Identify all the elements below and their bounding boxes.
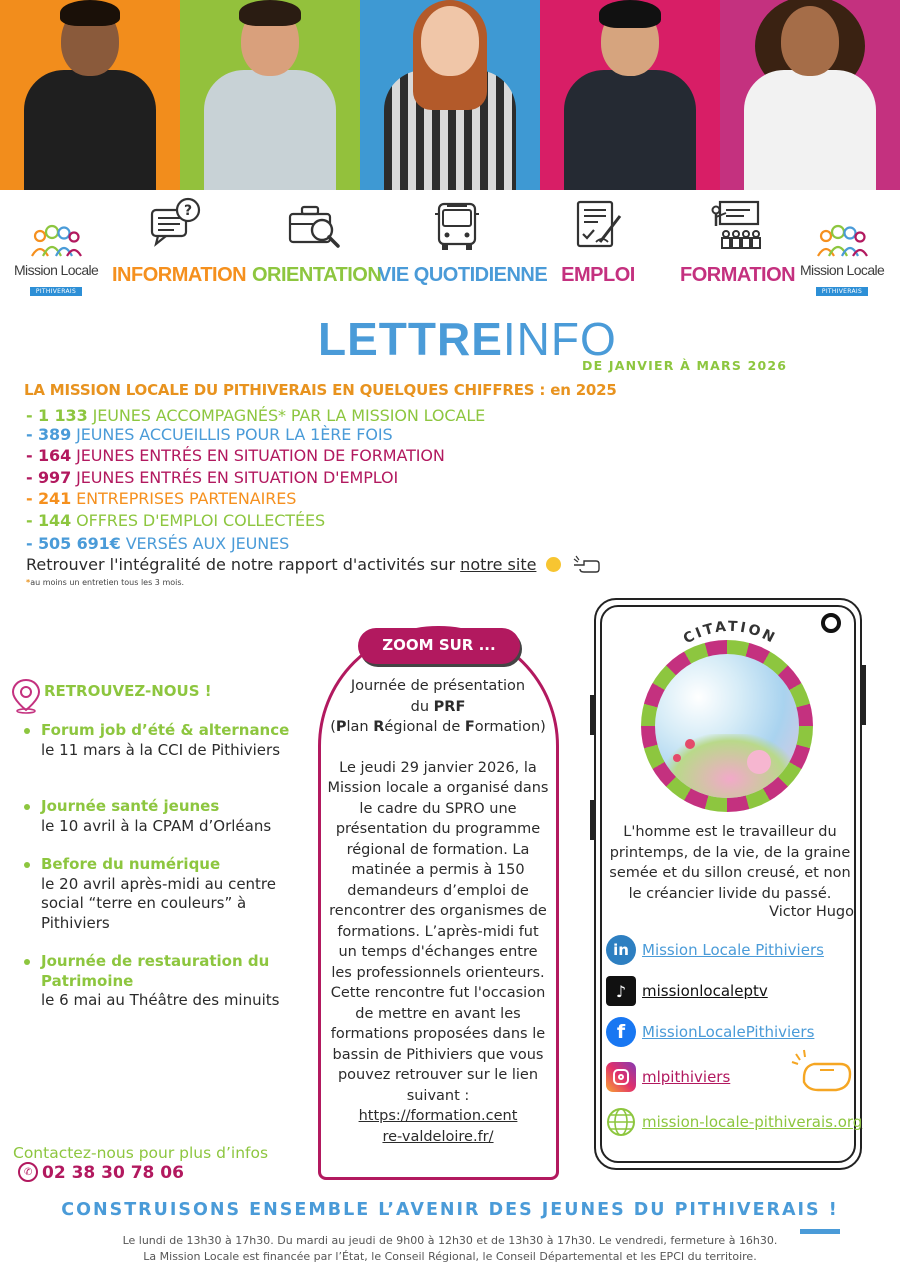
phone-value: 02 38 30 78 06: [42, 1163, 184, 1183]
instagram-icon: [606, 1062, 636, 1092]
event-desc: le 11 mars à la CCI de Pithiviers: [41, 740, 281, 759]
phone-icon: ✆: [18, 1162, 38, 1182]
mission-locale-logo-right: [800, 224, 884, 297]
key-figure-line: [26, 511, 325, 530]
person-photo: [15, 0, 165, 190]
zoom-intro-3: [326, 717, 550, 738]
word-regional: égional de: [384, 719, 465, 735]
banner-panel-pink: [540, 0, 720, 190]
key-figure-line: [26, 489, 296, 508]
person-photo: [735, 0, 885, 190]
zoom-intro-2-pre: du: [410, 698, 434, 715]
social-linkedin[interactable]: [606, 934, 824, 966]
category-label: INFORMATION: [112, 264, 247, 286]
logo-subtitle: PITHIVERAIS: [30, 287, 82, 296]
zoom-body: Le jeudi 29 janvier 2026, la Mission locale a organisé dans le cadre du SPRO une présentation du programme régional de formation. La matinée a permis à 150 demandeurs d’emploi de rencontrer des organismes de formations. L’après-midi fut un temps d'échanges entre les professionnels orienteurs. Cette rencontre fut l'occasion de mettre en avant les formations proposées dans le bassin de Pithiviers que vous pouvez retrouver sur le lien suivant :: [327, 759, 549, 1104]
title-bold: LETTRE: [318, 313, 503, 365]
social-label: MissionLocalePithiviers: [642, 1023, 815, 1041]
citation-author: Victor Hugo: [769, 904, 854, 920]
svg-text:?: ?: [183, 203, 193, 219]
social-label: missionlocaleptv: [642, 982, 768, 1000]
key-figure-text: JEUNES ACCOMPAGNÉS* PAR LA MISSION LOCALE: [87, 406, 486, 425]
key-figure-dash: -: [26, 468, 39, 487]
category-label: VIE QUOTIDIENNE: [378, 264, 548, 286]
key-figure-number: 1 133: [38, 406, 88, 425]
zoom-intro-2: [326, 697, 550, 718]
logo-name: Mission Locale: [800, 262, 885, 278]
citation-quote: L'homme est le travailleur du printemps, de la vie, de la graine semée et du sillon creusé, et non le créancier livide du passé.: [609, 824, 851, 902]
word-plan: lan: [346, 719, 374, 735]
pointing-hand-icon: [572, 555, 600, 573]
services-row: [0, 196, 900, 300]
key-figure-dash: -: [26, 511, 39, 530]
key-figure-dash: -: [26, 406, 39, 425]
logo-name: Mission Locale: [14, 262, 99, 278]
footnote: [26, 578, 184, 587]
letter-p: P: [335, 719, 347, 735]
bullet: [24, 728, 30, 734]
funding-info: La Mission Locale est financée par l’État, le Conseil Régional, le Conseil Départemental et les EPCI du territoire.: [143, 1250, 757, 1263]
tap-hand-icon: [790, 1048, 856, 1098]
report-line: [26, 555, 600, 574]
phone-side-button: [590, 695, 594, 735]
social-label: mlpithiviers: [642, 1068, 731, 1086]
event-desc: le 10 avril à la CPAM d’Orléans: [41, 816, 272, 835]
chat-question-icon: [144, 196, 204, 254]
event-item: [24, 721, 304, 760]
key-figure-text: JEUNES ENTRÉS EN SITUATION DE FORMATION: [71, 446, 445, 465]
key-figure-text: ENTREPRISES PARTENAIRES: [71, 489, 297, 508]
key-figures-heading: LA MISSION LOCALE DU PITHIVERAIS EN QUELQUES CHIFFRES : en 2025: [24, 381, 617, 399]
event-item: [24, 855, 304, 933]
event-desc: le 20 avril après-midi au centre social “terre en couleurs” à Pithiviers: [41, 874, 276, 932]
key-figure-text: JEUNES ENTRÉS EN SITUATION D'EMPLOI: [71, 468, 399, 487]
letter-r: R: [373, 719, 385, 735]
newsletter-period: DE JANVIER À MARS 2026: [582, 358, 788, 373]
banner-panel-orange: [0, 0, 180, 190]
logo-subtitle: PITHIVERAIS: [816, 287, 868, 296]
category-formation: [680, 196, 796, 287]
web-globe-icon: [606, 1107, 636, 1137]
category-orientation: [252, 196, 382, 287]
key-figure-line: [26, 406, 485, 425]
zoom-link[interactable]: https://formation.centre-valdeloire.fr/: [358, 1108, 518, 1145]
photo-banner: [0, 0, 900, 190]
people-logo-icon: [26, 224, 86, 258]
tiktok-icon: ♪: [606, 976, 636, 1006]
key-figure-text: OFFRES D'EMPLOI COLLECTÉES: [71, 511, 326, 530]
banner-panel-blue: [360, 0, 540, 190]
contact-text: Contactez-nous pour plus d’infos: [13, 1144, 269, 1162]
key-figure-number: 164: [38, 446, 72, 465]
banner-panel-purple: [720, 0, 900, 190]
zoom-button[interactable]: ZOOM SUR ...: [358, 628, 520, 664]
zoom-intro-2-bold: PRF: [433, 698, 466, 715]
mission-locale-logo-left: [14, 224, 98, 297]
category-label: FORMATION: [680, 264, 796, 286]
slogan: CONSTRUISONS ENSEMBLE L’AVENIR DES JEUNES DU PITHIVERAIS !: [61, 1200, 839, 1220]
bus-icon: [427, 196, 487, 254]
key-figure-number: 241: [38, 489, 72, 508]
key-figure-number: 144: [38, 511, 72, 530]
key-figure-number: 505 691€: [38, 534, 121, 553]
zoom-content: [326, 676, 550, 1147]
bullet: [24, 804, 30, 810]
key-figure-dash: -: [26, 489, 39, 508]
key-figure-number: 997: [38, 468, 72, 487]
social-facebook[interactable]: [606, 1016, 814, 1048]
phone-side-button: [590, 800, 594, 840]
person-photo: [195, 0, 345, 190]
key-figure-line: [26, 425, 393, 444]
key-figure-text: VERSÉS AUX JEUNES: [120, 534, 290, 553]
social-website[interactable]: [606, 1106, 862, 1138]
wink-emoji-icon: [546, 557, 561, 572]
report-link[interactable]: notre site: [460, 555, 537, 574]
word-formation: ormation): [474, 719, 546, 735]
facebook-icon: f: [606, 1017, 636, 1047]
location-pin-icon: [10, 678, 42, 714]
bullet: [24, 862, 30, 868]
category-vie-quotidienne: [378, 196, 548, 287]
zoom-intro-1: Journée de présentation: [350, 678, 526, 694]
event-title: Journée de restauration du Patrimoine: [41, 952, 270, 990]
bullet: [24, 959, 30, 965]
spring-flowers-image: [655, 654, 799, 798]
event-desc: le 6 mai au Théâtre des minuits: [41, 991, 280, 1009]
letter-f: F: [464, 719, 475, 735]
paren: (: [330, 719, 336, 735]
title-light: INFO: [502, 313, 617, 365]
social-label: Mission Locale Pithiviers: [642, 941, 824, 959]
social-instagram[interactable]: [606, 1061, 730, 1093]
key-figure-dash: -: [26, 534, 39, 553]
people-logo-icon: [812, 224, 872, 258]
person-photo: [375, 0, 525, 190]
person-photo: [555, 0, 705, 190]
key-figure-line: [26, 446, 445, 465]
phone-side-button: [862, 665, 866, 725]
retrouvez-section: [10, 678, 212, 718]
phone-number[interactable]: [18, 1162, 184, 1183]
key-figure-number: 389: [38, 425, 72, 444]
event-title: Journée santé jeunes: [41, 797, 220, 815]
key-figure-line: [26, 468, 398, 487]
contract-pen-icon: [568, 196, 628, 254]
category-label: EMPLOI: [561, 264, 635, 286]
retrouvez-title: RETROUVEZ-NOUS !: [44, 682, 212, 700]
banner-panel-green: [180, 0, 360, 190]
category-information: [112, 196, 247, 287]
key-figure-line: [26, 534, 289, 553]
footer: [0, 1233, 900, 1265]
event-title: Before du numérique: [41, 855, 221, 873]
event-item: [24, 952, 304, 1011]
key-figure-text: JEUNES ACCUEILLIS POUR LA 1ÈRE FOIS: [71, 425, 393, 444]
event-title: Forum job d’été & alternance: [41, 721, 290, 739]
opening-hours: Le lundi de 13h30 à 17h30. Du mardi au jeudi de 9h00 à 12h30 et de 13h30 à 17h30. Le vendredi, fermeture à 16h30.: [122, 1234, 778, 1247]
category-emploi: [548, 196, 648, 287]
newsletter-title: [318, 312, 617, 366]
footnote-star: *: [26, 578, 31, 587]
event-item: [24, 797, 304, 836]
social-label: mission-locale-pithiverais.org: [642, 1113, 863, 1131]
linkedin-icon: in: [606, 935, 636, 965]
category-label: ORIENTATION: [252, 264, 382, 286]
classroom-icon: [706, 196, 766, 254]
key-figure-dash: -: [26, 446, 39, 465]
citation-text: CITATION: [680, 618, 780, 645]
social-tiktok[interactable]: [606, 975, 768, 1007]
briefcase-search-icon: [284, 196, 344, 254]
key-figure-dash: -: [26, 425, 39, 444]
report-text: Retrouver l'intégralité de notre rapport d'activités sur: [26, 555, 461, 574]
camera-icon: [821, 613, 841, 633]
footnote-text: au moins un entretien tous les 3 mois.: [30, 578, 185, 587]
